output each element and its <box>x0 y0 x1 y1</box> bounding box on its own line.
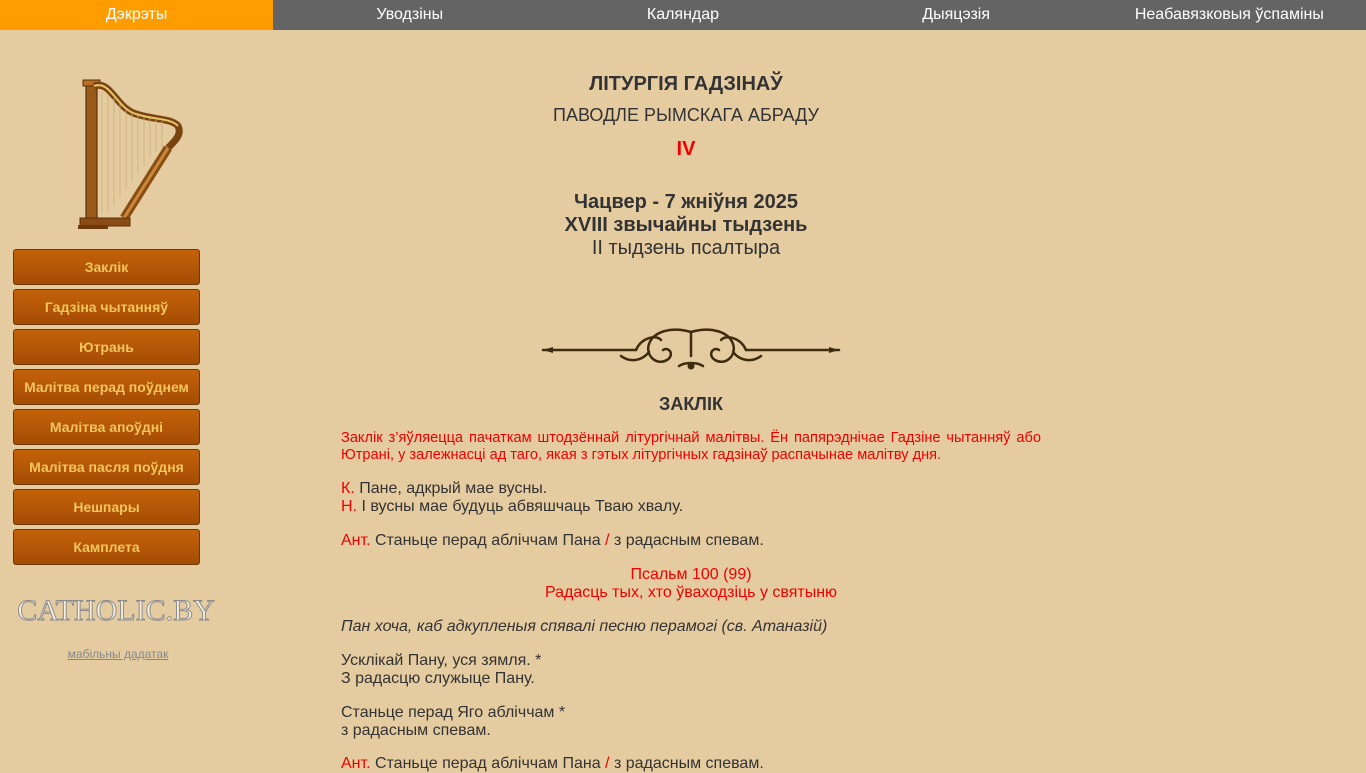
tab-calendar[interactable]: Каляндар <box>646 6 720 23</box>
stanza-1-line-1: Усклікай Пану, уся зямля. * <box>341 652 542 669</box>
page-subtitle: ПАВОДЛЕ РЫМСКАГА АБРАДУ <box>553 105 819 125</box>
response-text: І вусны мае будуць абвяшчаць Тваю хвалу. <box>361 498 684 515</box>
versicle-line <box>341 480 1041 498</box>
ornament-divider-icon <box>541 322 841 376</box>
tab-introduction[interactable]: Уводзіны <box>376 6 444 23</box>
versicle-label: К. <box>341 480 355 497</box>
sidebar-item-vespers[interactable]: Нешпары <box>13 489 200 525</box>
tab-decrees[interactable]: Дэкрэты <box>0 0 273 30</box>
sidebar-item-lauds[interactable]: Ютрань <box>13 329 200 365</box>
page-title: ЛІТУРГІЯ ГАДЗІНАЎ <box>589 73 783 95</box>
antiphon-repeat-line <box>341 755 1041 773</box>
sidebar-menu <box>13 249 200 569</box>
antiphon-repeat-label: Ант. <box>341 755 371 772</box>
date-heading: Чацвер - 7 жніўня 2025 <box>573 191 799 213</box>
stanza-2-line-2: з радасным спевам. <box>341 722 491 739</box>
versicle-text: Пане, адкрый мае вусны. <box>359 480 548 497</box>
svg-text:CATHOLIC.BY: CATHOLIC.BY <box>17 594 215 627</box>
sidebar-item-compline[interactable]: Камплета <box>13 529 200 565</box>
antiphon-repeat-separator: / <box>605 755 610 772</box>
stanza-1-line-2: З радасцю служыце Пану. <box>341 670 535 687</box>
antiphon-repeat-text-2: з радасным спевам. <box>613 755 764 772</box>
stanza-2-line-1: Станьце перад Яго абліччам * <box>341 704 566 721</box>
rubric-text: Заклік з’яўляецца пачаткам штодзённай літургічнай малітвы. Ён папярэднічае Гадзіне чытанняў або Ютрані, у залежнасці ад таго, якая з гэтых літургічных гадзінаў распачынае малітву дня. <box>341 430 1041 463</box>
sidebar-item-midafternoon[interactable]: Малітва пасля поўдня <box>13 449 200 485</box>
tab-optional-memorials[interactable]: Неабавязковыя ўспаміны <box>1134 6 1324 23</box>
week-heading: XVIII звычайны тыдзень <box>564 214 808 236</box>
sidebar-item-invitatory[interactable]: Заклік <box>13 249 200 285</box>
antiphon-separator: / <box>605 532 610 549</box>
psalm-quote: Пан хоча, каб адкупленыя спявалі песню перамогі (св. Атаназій) <box>341 618 828 635</box>
top-nav <box>0 0 1366 30</box>
antiphon-repeat-text-1: Станьце перад абліччам Пана <box>374 755 601 772</box>
psalm-subtitle: Радасць тых, хто ўваходзіць у святыню <box>544 584 838 601</box>
section-title: ЗАКЛІК <box>659 394 723 414</box>
psalm-title: Псальм 100 (99) <box>630 566 752 583</box>
antiphon-text-1: Станьце перад абліччам Пана <box>374 532 601 549</box>
catholic-by-logo[interactable] <box>17 582 215 634</box>
volume-number: IV <box>676 138 696 160</box>
mobile-app-link[interactable]: мабільны дадатак <box>67 647 169 661</box>
antiphon-line <box>341 532 1041 550</box>
response-label: Н. <box>341 498 357 515</box>
antiphon-text-2: з радасным спевам. <box>613 532 764 549</box>
response-line <box>341 498 1041 516</box>
harp-logo-icon <box>76 78 184 230</box>
psalter-week: II тыдзень псалтыра <box>591 237 781 259</box>
tab-diocese[interactable]: Дыяцэзія <box>922 6 990 23</box>
sidebar-item-office-of-readings[interactable]: Гадзіна чытанняў <box>13 289 200 325</box>
sidebar-item-midmorning[interactable]: Малітва перад поўднем <box>13 369 200 405</box>
sidebar-item-midday[interactable]: Малітва апоўдні <box>13 409 200 445</box>
antiphon-label: Ант. <box>341 532 371 549</box>
